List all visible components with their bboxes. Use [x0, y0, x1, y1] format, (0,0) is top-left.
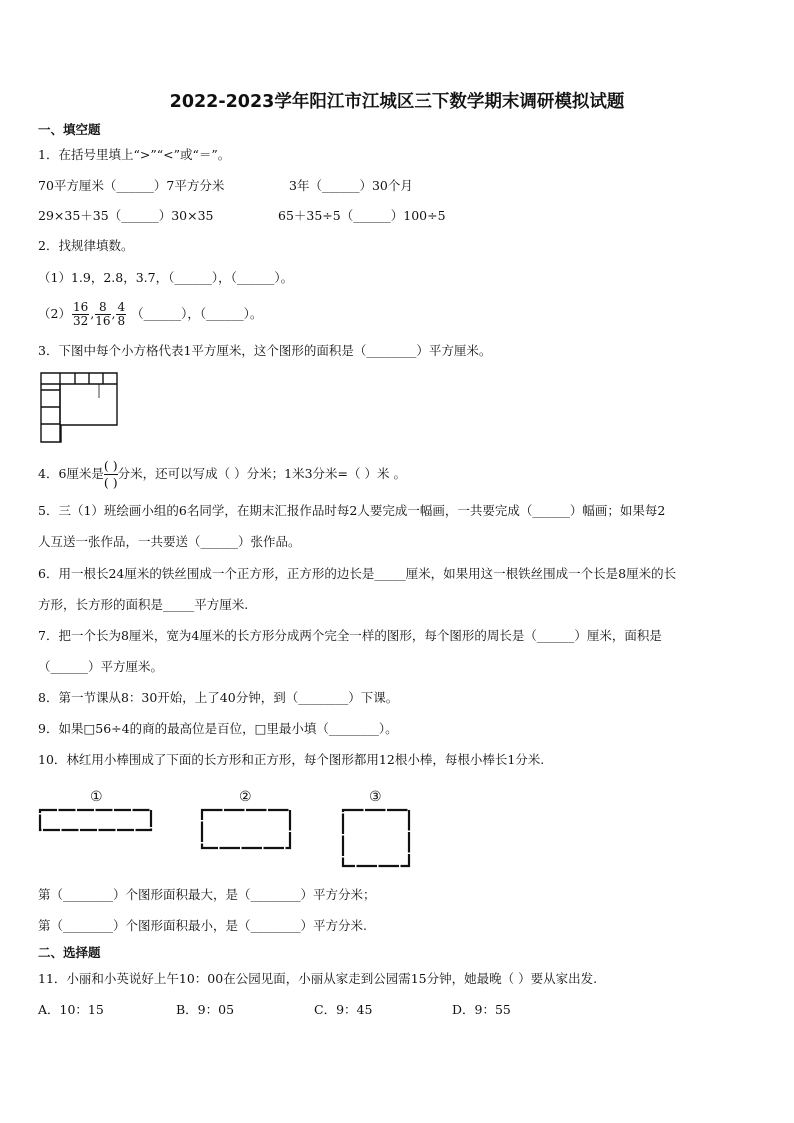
q5-line1: 5．三（1）班绘画小组的6名同学，在期末汇报作品时每2人要完成一幅画，一共要完成（______）幅画；如果每2 — [38, 503, 666, 518]
q11-option-d: D．9：55 — [452, 1002, 511, 1017]
fraction-separator: , — [90, 306, 95, 321]
q1-c: 29×35＋35（______）30×35 — [38, 208, 214, 223]
q4-fraction — [104, 458, 118, 491]
figure-label-2: ② — [239, 789, 252, 805]
section-fill-blank-heading: 一、填空题 — [38, 122, 101, 137]
q10-line2: 第（________）个图形面积最小，是（________）平方分米. — [38, 918, 367, 933]
fraction-4-8 — [116, 301, 126, 328]
q11-option-a: A．10：15 — [38, 1002, 104, 1017]
q9-text: 9．如果□56÷4的商的最高位是百位，□里最小填（________）。 — [38, 721, 398, 736]
q4-line — [38, 456, 406, 492]
fraction-numerator: 4 — [117, 300, 126, 314]
q2-stem: 2．找规律填数。 — [38, 238, 134, 253]
page-title: 2022-2023学年阳江市江城区三下数学期末调研模拟试题 — [169, 92, 625, 112]
q4-suffix: 分米，还可以写成（ ）分米；1米3分米=（ ）米 。 — [117, 466, 406, 481]
rectangle-figure-2 — [200, 808, 294, 852]
square-figure-3 — [341, 808, 413, 870]
q5-line2: 人互送一张作品，一共要送（______）张作品。 — [38, 534, 301, 549]
figure-label-1: ① — [90, 789, 103, 805]
q1-a: 70平方厘米（______）7平方分米 — [38, 178, 225, 193]
q11-option-c: C．9：45 — [314, 1002, 373, 1017]
fraction-denominator: 8 — [117, 314, 126, 328]
rectangle-figure-1 — [38, 808, 154, 834]
grid-figure — [40, 372, 120, 444]
q2-line1: （1）1.9，2.8，3.7，（______），（______）。 — [38, 270, 294, 285]
figure-label-3: ③ — [369, 789, 382, 805]
q11-option-b: B．9：05 — [176, 1002, 235, 1017]
section-choice-heading: 二、选择题 — [38, 945, 101, 960]
fraction-numerator: 8 — [95, 301, 110, 315]
fraction-16-32 — [72, 301, 89, 328]
fraction-numerator: 16 — [72, 300, 89, 314]
q10-line1: 第（________）个图形面积最大，是（________）平方分米； — [38, 887, 376, 902]
fraction-8-16 — [95, 301, 110, 328]
q7-line1: 7．把一个长为8厘米，宽为4厘米的长方形分成两个完全一样的图形，每个图形的周长是（______）厘米，面积是 — [38, 628, 662, 643]
fraction-denominator: 16 — [95, 314, 111, 328]
q6-line1: 6．用一根长24厘米的铁丝围成一个正方形，正方形的边长是_____厘米，如果用这一根铁丝围成一个长是8厘米的长 — [38, 566, 677, 581]
q8-text: 8．第一节课从8：30开始，上了40分钟，到（________）下课。 — [38, 690, 399, 705]
q11-stem: 11．小丽和小英说好上午10：00在公园见面，小丽从家走到公园需15分钟，她最晚（ ）要从家出发. — [38, 971, 598, 986]
q10-stem: 10．林红用小棒围成了下面的长方形和正方形，每个图形都用12根小棒，每根小棒长1分米. — [38, 752, 545, 767]
q3-stem: 3．下图中每个小方格代表1平方厘米，这个图形的面积是（________）平方厘米。 — [38, 343, 492, 358]
q1-stem: 1．在括号里填上“>”“<”或“＝”。 — [38, 147, 231, 162]
q1-d: 65＋35÷5（______）100÷5 — [278, 208, 446, 223]
q7-line2: （______）平方厘米。 — [38, 659, 164, 674]
q1-b: 3年（______）30个月 — [289, 178, 413, 193]
q2-line2 — [38, 300, 262, 328]
q6-line2: 方形，长方形的面积是_____平方厘米. — [38, 597, 249, 612]
q4-denominator: ( ) — [103, 475, 118, 490]
q4-numerator: ( ) — [103, 458, 118, 473]
fraction-separator: , — [111, 306, 116, 321]
q2-line2-suffix: （______），（______）。 — [131, 306, 263, 321]
q4-prefix: 4．6厘米是 — [38, 466, 104, 481]
q2-line2-prefix: （2） — [38, 306, 71, 321]
fraction-denominator: 32 — [72, 314, 89, 328]
